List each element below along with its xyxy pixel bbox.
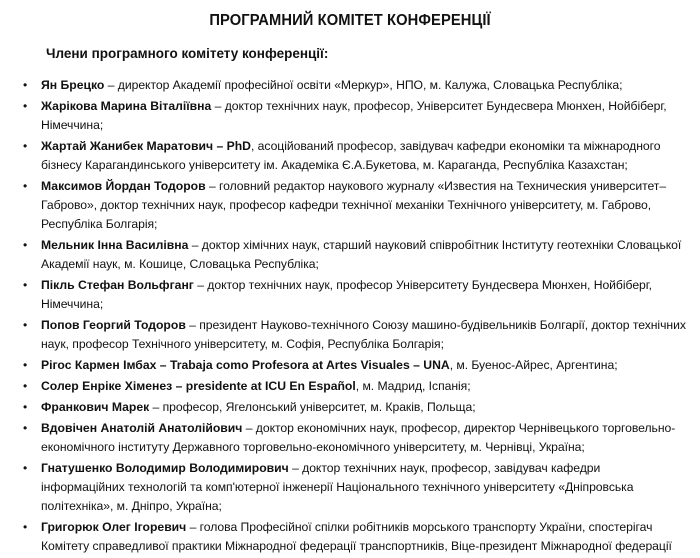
member-name: Жартай Жанибек Маратович – PhD [41, 139, 251, 153]
member-name: Мельник Інна Василівна [41, 238, 189, 252]
list-item [0, 236, 700, 274]
bullet-icon: • [23, 379, 28, 393]
member-description: – доктор технічних наук, професор Університету Бундесвера Мюнхен, Нойбіберг, Німеччина; [41, 278, 653, 311]
bullet-icon: • [23, 139, 28, 153]
member-name: Жарікова Марина Віталіївна [41, 99, 212, 113]
member-description: – директор Академії професійної освіти «Меркур», НПО, м. Калужа, Словацька Республіка; [104, 78, 623, 92]
member-name: Рігос Кармен Імбах – Trabaja como Profesora at Artes Visuales – UNA [41, 358, 450, 372]
bullet-icon: • [23, 278, 28, 292]
list-item [0, 76, 700, 95]
list-item [0, 137, 700, 175]
member-description: , м. Мадрид, Іспанія; [355, 379, 471, 393]
bullet-icon: • [23, 99, 28, 113]
list-item [0, 419, 700, 457]
member-name: Попов Георгий Тодоров [41, 318, 186, 332]
bullet-icon: • [23, 520, 28, 534]
member-name: Григорюк Олег Ігоревич [41, 520, 187, 534]
member-description: – президент Науково-технічного Союзу машино-будівельників Болгарії, доктор технічних наук, професор Технічного університету, м. Софія, Республіка Болгарія; [41, 318, 686, 351]
bullet-icon: • [23, 78, 28, 92]
list-item [0, 459, 700, 516]
member-description: – доктор технічних наук, професор, Університет Бундесвера Мюнхен, Нойбіберг, Німеччина; [41, 99, 667, 132]
list-item [0, 377, 700, 396]
member-description: – голова Професійної спілки робітників морського транспорту України, спостерігач Комітету справедливої практики Міжнародної федерації транспортників, Віце-президент Міжнародної федерації [41, 520, 672, 553]
member-description: – доктор технічних наук, професор, завідувач кафедри інформаційних технологій та комп'ютерної інженерії Національного технічного університету «Дніпровська політехніка», м. Дніпро, Україна; [41, 461, 634, 513]
member-description: , м. Буенос-Айрес, Аргентина; [449, 358, 618, 372]
list-item [0, 398, 700, 417]
bullet-icon: • [23, 318, 28, 332]
member-description: , асоційований професор, завідувач кафедри економіки та міжнародного бізнесу Карагандинського університету ім. Академіка Є.А.Букетова, м. Караганда, Республіка Казахстан; [41, 139, 661, 172]
list-item [0, 518, 700, 556]
member-name: Вдовічен Анатолій Анатолійович [41, 421, 243, 435]
members-list [0, 76, 700, 558]
member-name: Франкович Марек [41, 400, 150, 414]
member-description: – професор, Ягелонський університет, м. Краків, Польща; [149, 400, 476, 414]
list-item [0, 316, 700, 354]
member-name: Пікль Стефан Вольфганг [41, 278, 194, 292]
bullet-icon: • [23, 238, 28, 252]
list-item [0, 276, 700, 314]
list-item [0, 356, 700, 375]
member-description: – головний редактор наукового журналу «Известия на Техническия университет–Габрово», доктор технічних наук, професор кафедри технічної механіки Технічного університету, м. Габрово, Республіка Болгарія; [41, 179, 667, 231]
list-item [0, 177, 700, 234]
member-name: Максимов Йордан Тодоров [41, 179, 206, 193]
member-name: Гнатушенко Володимир Володимирович [41, 461, 289, 475]
bullet-icon: • [23, 400, 28, 414]
bullet-icon: • [23, 179, 28, 193]
bullet-icon: • [23, 358, 28, 372]
bullet-icon: • [23, 421, 28, 435]
member-description: – доктор хімічних наук, старший науковий співробітник Інституту геотехніки Словацької Академії наук, м. Кошице, Словацька Республіка; [41, 238, 682, 271]
member-description: – доктор економічних наук, професор, директор Чернівецького торговельно-економічного інституту Державного торговельно-економічного університету, м. Чернівці, Україна; [41, 421, 676, 454]
list-item [0, 97, 700, 135]
section-subtitle: Члени програмного комітету конференції: [46, 46, 329, 61]
bullet-icon: • [23, 461, 28, 475]
member-name: Ян Брецко [41, 78, 105, 92]
page-title: ПРОГРАМНИЙ КОМІТЕТ КОНФЕРЕНЦІЇ [209, 12, 491, 29]
member-name: Солер Енріке Хіменез – presidente at ICU En Español [41, 379, 356, 393]
